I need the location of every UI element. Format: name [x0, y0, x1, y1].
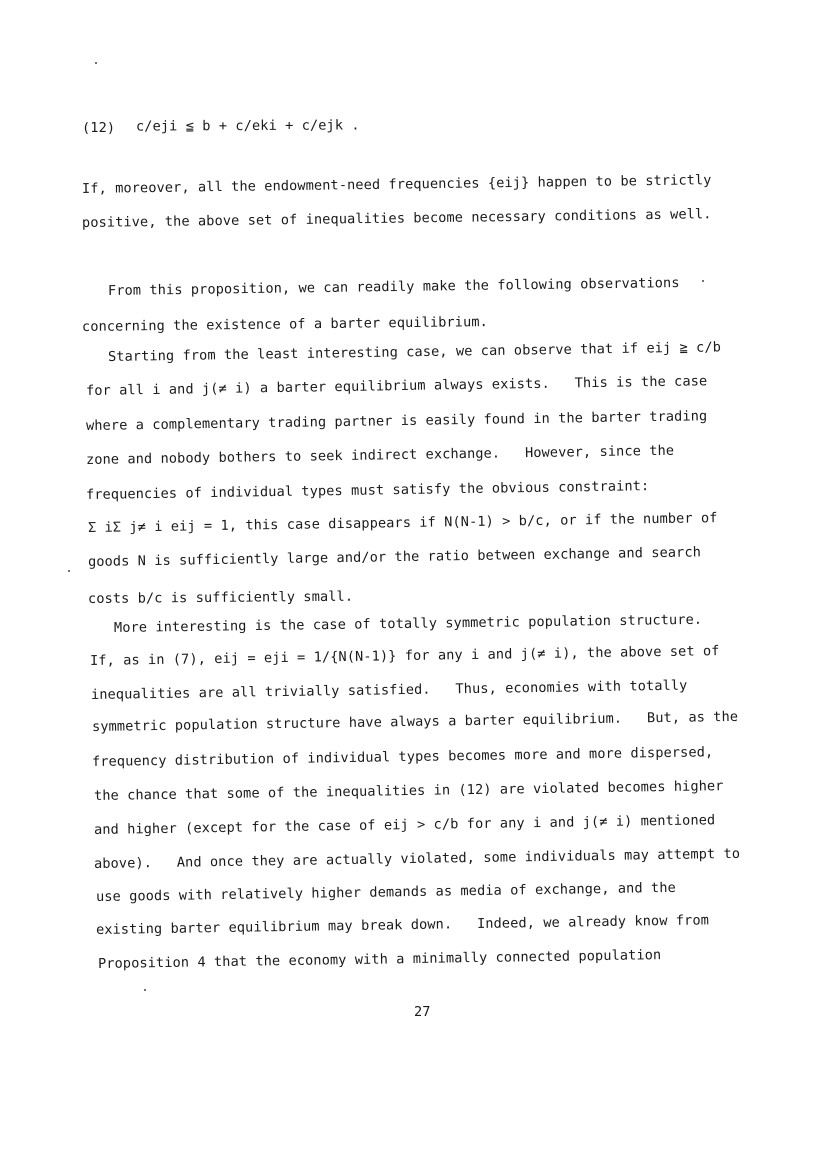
text-line: costs b/c is sufficiently small.	[87, 588, 354, 607]
text-line: where a complementary trading partner is easily found in the barter trading	[85, 408, 708, 434]
scan-speck	[702, 280, 704, 282]
text-line: If, moreover, all the endowment-need frequencies {eij} happen to be strictly	[81, 172, 712, 197]
scan-speck	[68, 570, 70, 572]
text-line: inequalities are all trivially satisfied. Thus, economies with totally	[90, 677, 688, 703]
equation-text: c/eji ≦ b + c/eki + c/ejk .	[135, 117, 360, 135]
page-number: 27	[414, 1004, 431, 1020]
text-line: Starting from the least interesting case, we can observe that if eij ≧ c/b	[107, 339, 722, 365]
text-line: If, as in (7), eij = eji = 1/{N(N-1)} for any i and j(≠ i), the above set of	[89, 643, 720, 669]
scan-speck	[95, 62, 97, 64]
text-line: From this proposition, we can readily make the following observations	[107, 275, 680, 299]
text-line: concerning the existence of a barter equilibrium.	[81, 314, 488, 335]
text-line: frequencies of individual types must satisfy the obvious constraint:	[85, 478, 650, 503]
text-line: existing barter equilibrium may break down. Indeed, we already know from	[95, 912, 710, 938]
text-line: goods N is sufficiently large and/or the ratio between exchange and search	[87, 544, 702, 570]
text-line: and higher (except for the case of eij > c/b for any i and j(≠ i) mentioned	[93, 812, 716, 838]
text-line: Proposition 4 that the economy with a minimally connected population	[97, 947, 662, 972]
equation-label: (12)	[82, 120, 116, 136]
text-line: positive, the above set of inequalities become necessary conditions as well.	[81, 206, 712, 231]
text-line: for all i and j(≠ i) a barter equilibrium always exists. This is the case	[85, 373, 708, 399]
text-line: frequency distribution of individual types becomes more and more dispersed,	[91, 744, 714, 770]
text-line: use goods with relatively higher demands as media of exchange, and the	[95, 879, 676, 905]
text-line: above). And once they are actually violated, some individuals may attempt to	[93, 845, 741, 872]
text-line: symmetric population structure have always a barter equilibrium. But, as the	[91, 708, 739, 735]
scan-speck	[144, 989, 146, 991]
text-line: Σ iΣ j≠ i eij = 1, this case disappears if N(N-1) > b/c, or if the number of	[87, 510, 718, 536]
text-line: zone and nobody bothers to seek indirect exchange. However, since the	[85, 442, 675, 468]
text-line: the chance that some of the inequalities in (12) are violated becomes higher	[93, 778, 724, 804]
text-line: More interesting is the case of totally symmetric population structure.	[113, 611, 703, 636]
